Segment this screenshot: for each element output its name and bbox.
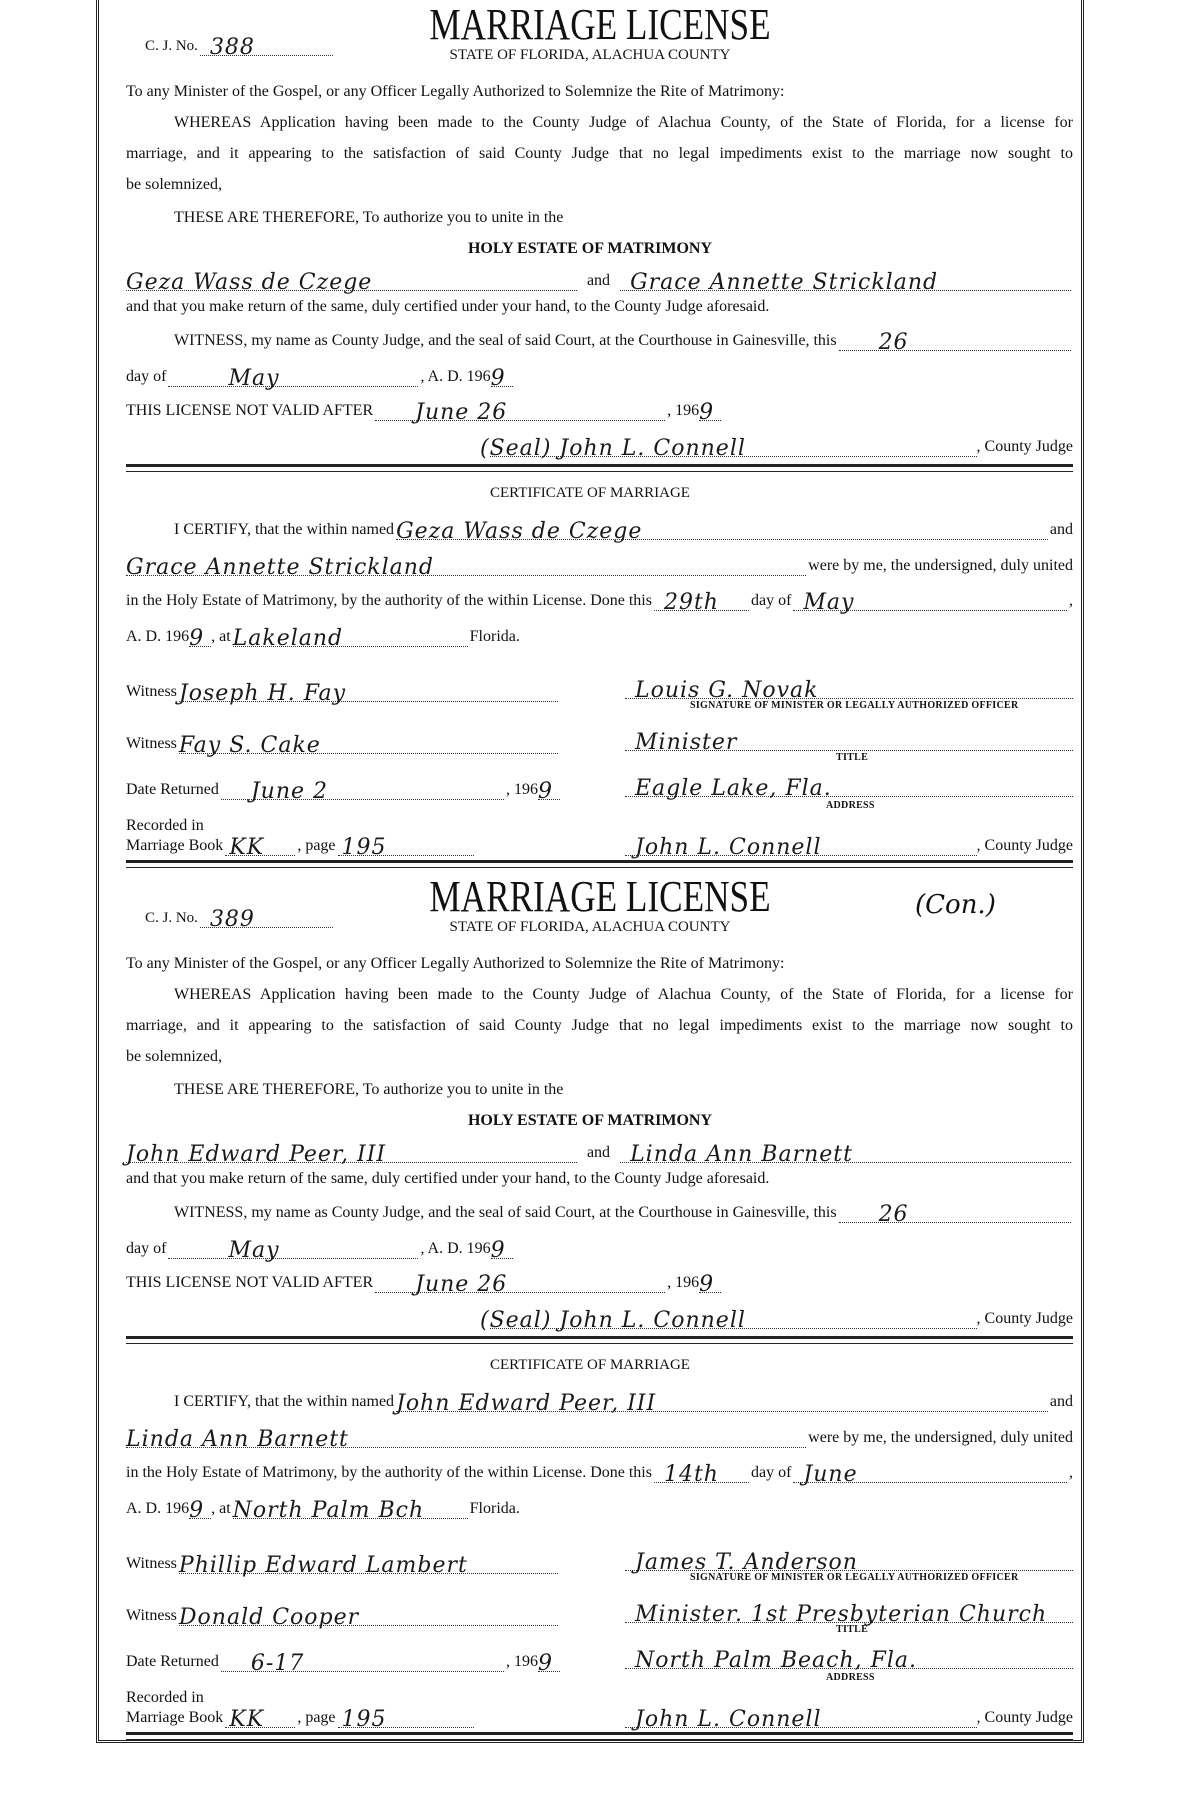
witness-month: May [228,1238,280,1263]
officiant-signature: Louis G. Novak [635,678,819,703]
comma: , [1069,592,1073,609]
return-line [126,1169,1073,1189]
and-label: and [1049,521,1073,538]
month-field [168,366,418,391]
bride-name: Linda Ann Barnett [630,1142,853,1167]
page-field [338,835,474,860]
expires-year-field [699,1272,721,1297]
witness-row [126,330,1073,355]
witness-month: May [228,366,280,391]
recorded-row-1 [126,816,426,836]
expires-year: 9 [699,400,715,425]
and-label: and [586,1144,611,1161]
officiant-title: Minister. 1st Presbyterian Church [635,1602,1048,1627]
officiant-title-row [625,730,1073,755]
judge-signature-field [480,436,977,461]
address-text: To any Minister of the Gospel, or any Officer Legally Authorized to Solemnize the Rite of Matrimony: [126,955,785,972]
title-label: TITLE [836,752,869,763]
names-row [126,1142,1073,1167]
therefore-text: THESE ARE THEREFORE, To authorize you to unite in the [174,209,564,226]
florida-label: Florida. [469,1500,520,1517]
witness-1: Phillip Edward Lambert [178,1553,468,1578]
certify-label: I CERTIFY, that the within named [174,1393,395,1410]
done-year: 9 [189,1498,205,1523]
done-row [126,590,1073,615]
date-returned-label: Date Returned [126,781,219,798]
address-label: ADDRESS [826,1672,875,1683]
county-judge-label: , County Judge [976,438,1073,455]
month-field [168,1238,418,1263]
holy-estate-heading: HOLY ESTATE OF MATRIMONY [467,1112,713,1129]
groom-field [126,270,577,295]
officiant-address-field [625,776,1073,801]
officiant-signature: James T. Anderson [635,1550,858,1575]
recorded-row-1 [126,1688,426,1708]
book: KK [229,835,265,860]
book-page: 195 [341,1707,387,1732]
date-returned-label: Date Returned [126,1653,219,1670]
whereas-line-3 [126,1047,1073,1067]
witness-label: Witness [126,1555,177,1572]
bride-name: Grace Annette Strickland [630,270,939,295]
ad-label: A. D. 196 [126,628,190,645]
therefore-line [126,1080,1073,1100]
marriage-book-label: Marriage Book [126,1709,224,1726]
done-month-field [793,1462,1067,1487]
witness-label: Witness [126,735,177,752]
book-field [225,1707,295,1732]
officiant-title: Minister [635,730,738,755]
cert-groom: John Edward Peer, III [396,1391,657,1416]
page-label: , page [297,1709,336,1726]
returned-field [221,779,504,804]
witness-1-row [126,681,560,706]
place-row [126,1498,1073,1523]
whereas-line-2: marriage, and it appearing to the satisfaction of said County Judge that no legal impediments exist to the marriage now sought to [126,145,1073,162]
cj-label: C. J. No. [145,910,198,926]
marriage-license-2 [0,872,1200,1744]
cert-groom-field [396,1391,1048,1416]
cert-groom: Geza Wass de Czege [396,519,643,544]
page-label: , page [297,837,336,854]
recorder-row [625,1707,1073,1732]
marriage-book-label: Marriage Book [126,837,224,854]
officiant-address: Eagle Lake, Fla. [635,776,832,801]
groom-field [126,1142,577,1167]
done-year: 9 [189,626,205,651]
bride-field [620,1142,1071,1167]
returned-year-field [538,1651,560,1676]
united-row [126,555,1073,580]
title-label: TITLE [836,1624,869,1635]
cert-bride-field [126,1427,806,1452]
witness-day-field [839,330,1071,355]
state-county: STATE OF FLORIDA, ALACHUA COUNTY [449,919,731,935]
signature-label: SIGNATURE OF MINISTER OR LEGALLY AUTHORIZED OFFICER [690,1572,1019,1583]
recorder-signature: John L. Connell [635,1707,822,1732]
license-title: MARRIAGE LICENSE [429,872,771,921]
witness-1-field [178,681,558,706]
ad-label: A. D. 196 [126,1500,190,1517]
witness-day: 26 [878,330,909,355]
ad-label: , A. D. 196 [420,368,491,385]
officiant-field [625,1550,1073,1575]
expires-date: June 26 [415,400,508,425]
certificate-title: CERTIFICATE OF MARRIAGE [490,485,690,501]
judge-signature: (Seal) John L. Connell [480,1308,746,1333]
address-text: To any Minister of the Gospel, or any Officer Legally Authorized to Solemnize the Rite of Matrimony: [126,83,785,100]
date-returned-row [126,779,560,804]
whereas-text: be solemnized, [126,1048,222,1065]
place: North Palm Bch [232,1498,425,1523]
done-day: 14th [663,1462,719,1487]
cj-number: 389 [209,907,255,932]
margin-note: (Con.) [915,890,996,920]
at-label: , at [211,628,231,645]
expires-year: 9 [699,1272,715,1297]
judge-row [480,1308,1073,1333]
section-divider [126,464,1073,472]
certify-row [126,1391,1073,1416]
book: KK [229,1707,265,1732]
and-label: and [586,272,611,289]
judge-row [480,436,1073,461]
year-label: , 196 [667,1274,700,1291]
county-judge-label: , County Judge [976,1709,1073,1726]
officiant-address-row [625,1648,1073,1673]
county-judge-label: , County Judge [976,1310,1073,1327]
address-label: ADDRESS [826,800,875,811]
witness-row [126,1202,1073,1227]
officiant-title-row [625,1602,1073,1627]
officiant-address: North Palm Beach, Fla. [635,1648,918,1673]
section-divider [126,1732,1073,1740]
expires-field [375,1272,665,1297]
united-row [126,1427,1073,1452]
witness-2-field [178,733,558,758]
done-month-field [793,590,1067,615]
done-year-field [189,1498,211,1523]
witness-label: Witness [126,683,177,700]
year-label: , 196 [506,781,538,798]
whereas-line-1: WHEREAS Application having been made to the County Judge of Alachua County, of the State of Florida, for a license for [174,114,1073,131]
done-day-field [654,1462,749,1487]
therefore-line [126,208,1073,228]
united-label: were by me, the undersigned, duly united [808,1429,1073,1446]
officiant-title-field [625,1602,1073,1627]
officiant-row [625,678,1073,703]
whereas-line-1: WHEREAS Application having been made to the County Judge of Alachua County, of the State of Florida, for a license for [174,986,1073,1003]
county-judge-label: , County Judge [976,837,1073,854]
done-day: 29th [663,590,719,615]
witness-2-field [178,1605,558,1630]
recorded-label: Recorded in [126,1689,204,1706]
whereas-text: be solemnized, [126,176,222,193]
therefore-text: THESE ARE THEREFORE, To authorize you to unite in the [174,1081,564,1098]
expires-field [375,400,665,425]
bride-field [620,270,1071,295]
year-label: , 196 [667,402,700,419]
signature-label: SIGNATURE OF MINISTER OR LEGALLY AUTHORIZED OFFICER [690,700,1019,711]
day-of-label: day of [126,368,167,385]
comma: , [1069,1464,1073,1481]
judge-signature: (Seal) John L. Connell [480,436,746,461]
return-text: and that you make return of the same, duly certified under your hand, to the County Judge aforesaid. [126,1170,770,1187]
returned-year: 9 [538,779,553,804]
returned-date: June 2 [250,779,329,804]
witness-1: Joseph H. Fay [178,681,347,706]
recorder-signature: John L. Connell [635,835,822,860]
license-title: MARRIAGE LICENSE [429,0,771,49]
witness-2-row [126,733,560,758]
witness-text: WITNESS, my name as County Judge, and the seal of said Court, at the Courthouse in Gainesville, this [174,1204,837,1221]
recorded-row-2 [126,835,476,860]
done-row [126,1462,1073,1487]
done-label: in the Holy Estate of Matrimony, by the authority of the within License. Done this [126,1464,652,1481]
cj-number: 388 [209,35,255,60]
witness-2: Fay S. Cake [178,733,321,758]
whereas-line-2: marriage, and it appearing to the satisfaction of said County Judge that no legal impediments exist to the marriage now sought to [126,1017,1073,1034]
witness-day: 26 [878,1202,909,1227]
place-field [232,1498,468,1523]
witness-year: 9 [490,1238,506,1263]
recorder-field [625,835,977,860]
not-valid-label: THIS LICENSE NOT VALID AFTER [126,402,374,419]
witness-2-row [126,1605,560,1630]
day-of-label: day of [750,1464,792,1481]
witness-2: Donald Cooper [178,1605,360,1630]
year-field [490,366,513,391]
expires-year-field [699,400,721,425]
place-row [126,626,1073,651]
year-label: , 196 [506,1653,538,1670]
witness-1-row [126,1553,560,1578]
witness-label: Witness [126,1607,177,1624]
day-of-label: day of [126,1240,167,1257]
done-label: in the Holy Estate of Matrimony, by the authority of the within License. Done this [126,592,652,609]
certify-label: I CERTIFY, that the within named [174,521,395,538]
not-valid-row [126,400,1073,425]
certify-row [126,519,1073,544]
year-field [490,1238,513,1263]
returned-date: 6-17 [250,1651,305,1676]
date-returned-row [126,1651,560,1676]
florida-label: Florida. [469,628,520,645]
officiant-address-row [625,776,1073,801]
officiant-row [625,1550,1073,1575]
judge-signature-field [480,1308,977,1333]
cj-label: C. J. No. [145,38,198,54]
officiant-address-field [625,1648,1073,1673]
done-month: June [803,1462,858,1487]
at-label: , at [211,1500,231,1517]
recorder-row [625,835,1073,860]
names-row [126,270,1073,295]
witness-1-field [178,1553,558,1578]
state-county: STATE OF FLORIDA, ALACHUA COUNTY [449,47,731,63]
book-field [225,835,295,860]
returned-year-field [538,779,560,804]
not-valid-label: THIS LICENSE NOT VALID AFTER [126,1274,374,1291]
return-line [126,297,1073,317]
certificate-title: CERTIFICATE OF MARRIAGE [490,1357,690,1373]
witness-day-field [839,1202,1071,1227]
whereas-line-3 [126,175,1073,195]
groom-name: John Edward Peer, III [126,1142,387,1167]
groom-name: Geza Wass de Czege [126,270,373,295]
not-valid-row [126,1272,1073,1297]
united-label: were by me, the undersigned, duly united [808,557,1073,574]
witness-text: WITNESS, my name as County Judge, and the seal of said Court, at the Courthouse in Gainesville, this [174,332,837,349]
officiant-field [625,678,1073,703]
address-line [126,954,1073,974]
place: Lakeland [232,626,344,651]
day-of-label: day of [750,592,792,609]
recorded-row-2 [126,1707,476,1732]
returned-field [221,1651,504,1676]
done-day-field [654,590,749,615]
returned-year: 9 [538,1651,553,1676]
done-month: May [803,590,855,615]
cert-bride: Linda Ann Barnett [126,1427,349,1452]
section-divider [126,1336,1073,1344]
witness-year: 9 [490,366,506,391]
cert-groom-field [396,519,1048,544]
day-of-row [126,1238,1073,1263]
recorded-label: Recorded in [126,817,204,834]
marriage-license-1 [0,0,1200,872]
day-of-row [126,366,1073,391]
return-text: and that you make return of the same, duly certified under your hand, to the County Judge aforesaid. [126,298,770,315]
officiant-title-field [625,730,1073,755]
holy-estate-heading: HOLY ESTATE OF MATRIMONY [467,240,713,257]
address-line [126,82,1073,102]
place-field [232,626,468,651]
cert-bride: Grace Annette Strickland [126,555,435,580]
ad-label: , A. D. 196 [420,1240,491,1257]
expires-date: June 26 [415,1272,508,1297]
and-label: and [1049,1393,1073,1410]
cert-bride-field [126,555,806,580]
page-field [338,1707,474,1732]
done-year-field [189,626,211,651]
book-page: 195 [341,835,387,860]
recorder-field [625,1707,977,1732]
section-divider [126,860,1073,868]
